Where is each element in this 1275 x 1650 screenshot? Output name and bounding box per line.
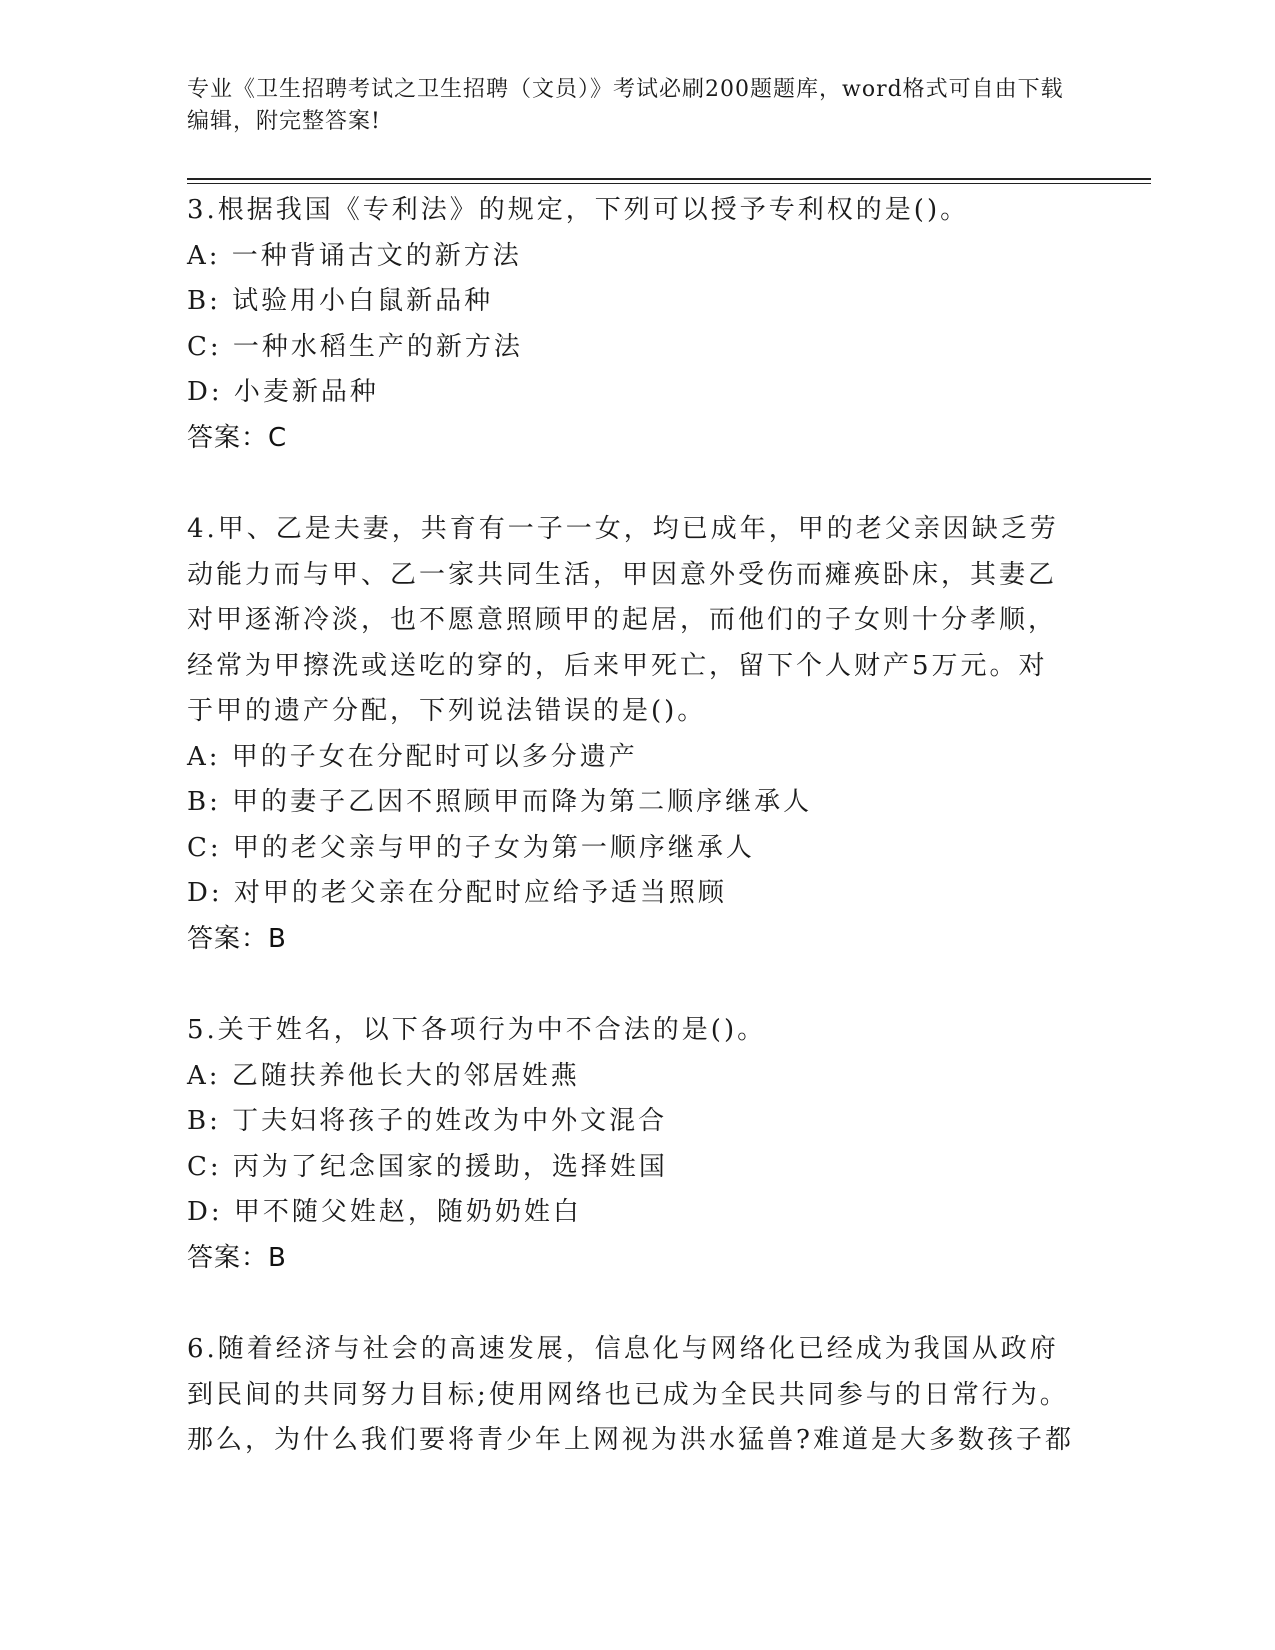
question-stem-line: 经常为甲擦洗或送吃的穿的，后来甲死亡，留下个人财产5万元。对 [187, 650, 1048, 681]
option-c: C: 丙为了纪念国家的援助，选择姓国 [187, 1151, 668, 1182]
option-d: D: 甲不随父姓赵，随奶奶姓白 [187, 1197, 582, 1227]
question-stem-line: 到民间的共同努力目标;使用网络也已成为全民共同参与的日常行为。 [187, 1379, 1069, 1410]
question-stem-line: 于甲的遗产分配，下列说法错误的是()。 [187, 696, 707, 726]
option-d: D: 小麦新品种 [187, 377, 379, 407]
question-3 [187, 188, 1087, 461]
option-a: A: 甲的子女在分配时可以多分遗产 [187, 741, 638, 772]
question-stem: 5.关于姓名，以下各项行为中不合法的是()。 [187, 1015, 767, 1045]
option-d: D: 对甲的老父亲在分配时应给予适当照顾 [187, 878, 727, 908]
question-list [187, 188, 1087, 1510]
option-a: A: 乙随扶养他长大的邻居姓燕 [187, 1060, 580, 1091]
question-stem: 3.根据我国《专利法》的规定，下列可以授予专利权的是()。 [187, 195, 970, 225]
document-header: 专业《卫生招聘考试之卫生招聘（文员）》考试必刷200题题库，word格式可自由下载编辑，附完整答案! [187, 77, 1064, 134]
option-a: A: 一种背诵古文的新方法 [187, 240, 522, 271]
answer: 答案：B [187, 1242, 287, 1273]
question-stem-line: 那么，为什么我们要将青少年上网视为洪水猛兽?难道是大多数孩子都 [187, 1425, 1074, 1455]
question-6 [187, 1327, 1087, 1464]
question-stem-line: 动能力而与甲、乙一家共同生活，甲因意外受伤而瘫痪卧床，其妻乙 [187, 559, 1058, 590]
header-divider-thick [187, 178, 1151, 180]
option-b: B: 丁夫妇将孩子的姓改为中外文混合 [187, 1106, 668, 1136]
answer: 答案：C [187, 422, 288, 453]
question-5 [187, 1008, 1087, 1281]
option-c: C: 甲的老父亲与甲的子女为第一顺序继承人 [187, 832, 755, 863]
option-b: B: 甲的妻子乙因不照顾甲而降为第二顺序继承人 [187, 787, 813, 817]
question-stem-line: 对甲逐渐冷淡，也不愿意照顾甲的起居，而他们的子女则十分孝顺， [187, 605, 1058, 635]
question-stem-line: 6.随着经济与社会的高速发展，信息化与网络化已经成为我国从政府 [187, 1334, 1059, 1364]
question-stem-line: 4.甲、乙是夫妻，共育有一子一女，均已成年，甲的老父亲因缺乏劳 [187, 514, 1059, 544]
question-4 [187, 507, 1087, 962]
option-c: C: 一种水稻生产的新方法 [187, 331, 523, 362]
option-b: B: 试验用小白鼠新品种 [187, 286, 494, 316]
answer: 答案：B [187, 923, 287, 954]
header-divider-thin [187, 183, 1151, 184]
